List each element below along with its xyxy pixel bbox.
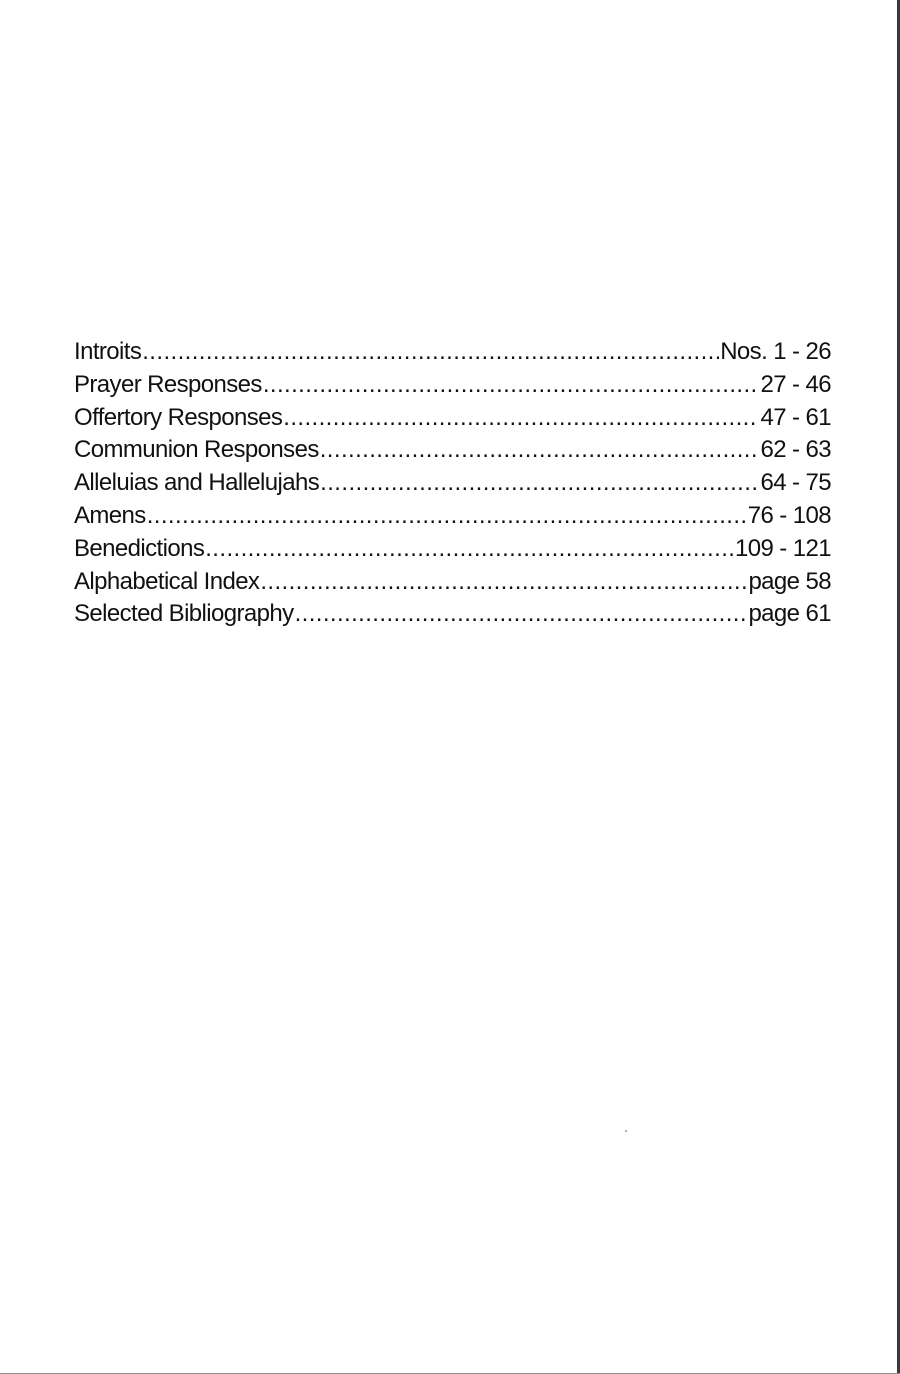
- toc-entry-alleluias: [74, 467, 831, 500]
- toc-entry-reference: 62 - 63: [760, 436, 831, 464]
- dot-leader: [260, 566, 747, 599]
- dot-leader: [320, 434, 760, 467]
- dot-leader: [263, 369, 760, 402]
- toc-entry-reference: 109 - 121: [734, 534, 831, 562]
- toc-entry-reference: 27 - 46: [760, 370, 831, 398]
- toc-entry-title: Prayer Responses: [74, 370, 262, 398]
- dot-leader: [295, 598, 748, 631]
- toc-entry-introits: [74, 336, 831, 369]
- dot-leader: [205, 533, 734, 566]
- toc-entry-reference: Nos. 1 - 26: [720, 338, 831, 365]
- toc-entry-title: Offertory Responses: [74, 403, 283, 431]
- dot-leader: [283, 402, 759, 435]
- toc-entry-title: Amens: [74, 501, 146, 529]
- toc-entry-reference: page 61: [748, 600, 831, 628]
- toc-entry-title: Selected Bibliography: [74, 600, 294, 628]
- toc-entry-title: Alphabetical Index: [74, 567, 260, 595]
- toc-entry-offertory-responses: [74, 402, 831, 435]
- scan-speck: [625, 1130, 627, 1132]
- toc-entry-title: Communion Responses: [74, 436, 319, 464]
- toc-entry-benedictions: [74, 533, 831, 566]
- toc-entry-reference: page 58: [748, 567, 831, 595]
- toc-entry-title: Benedictions: [74, 534, 205, 562]
- toc-entry-title: Alleluias and Hallelujahs: [74, 469, 320, 497]
- dot-leader: [142, 336, 719, 369]
- toc-entry-reference: 64 - 75: [760, 469, 831, 497]
- toc-entry-selected-bibliography: [74, 598, 831, 631]
- toc-entry-communion-responses: [74, 434, 831, 467]
- toc-entry-title: Introits: [74, 338, 142, 365]
- dot-leader: [147, 500, 747, 533]
- toc-entry-amens: [74, 500, 831, 533]
- toc-entry-reference: 76 - 108: [747, 501, 831, 529]
- toc-entry-reference: 47 - 61: [760, 403, 831, 431]
- toc-entry-prayer-responses: [74, 369, 831, 402]
- dot-leader: [320, 467, 759, 500]
- table-of-contents: [74, 336, 831, 631]
- toc-entry-alphabetical-index: [74, 566, 831, 599]
